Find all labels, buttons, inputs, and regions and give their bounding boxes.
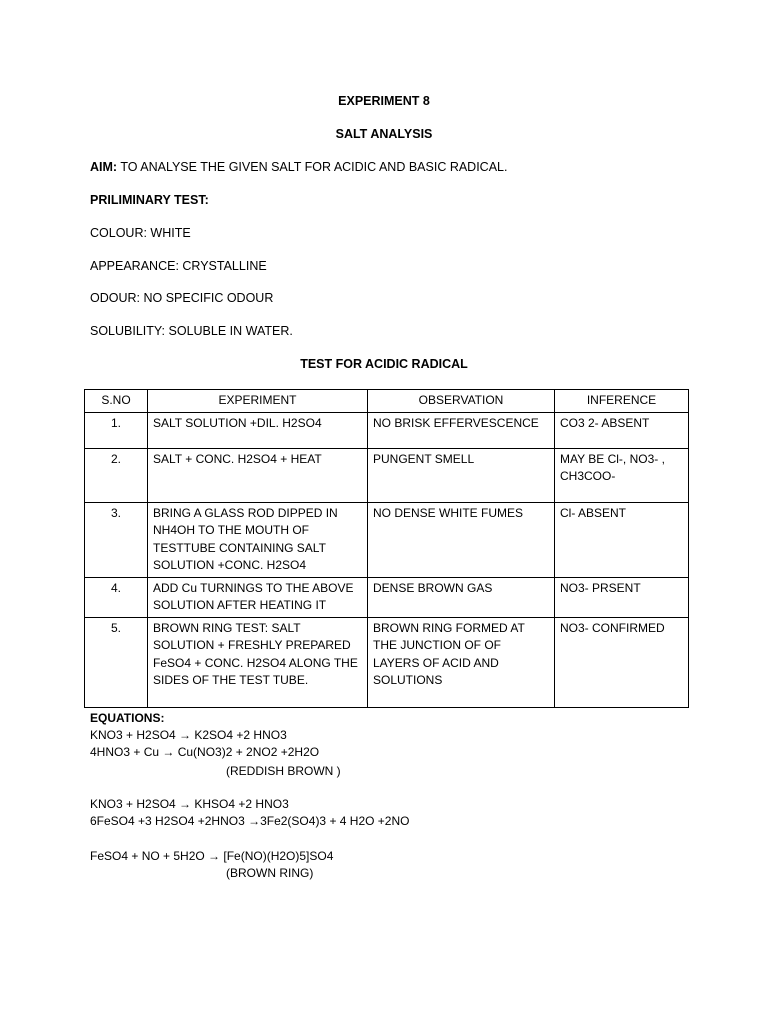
page-title: EXPERIMENT 8 bbox=[338, 94, 430, 108]
cell-experiment: BRING A GLASS ROD DIPPED IN NH4OH TO THE MOUTH OF TESTTUBE CONTAINING SALT SOLUTION +CONC. H2SO4 bbox=[148, 502, 368, 577]
cell-experiment: BROWN RING TEST: SALT SOLUTION + FRESHLY PREPARED FeSO4 + CONC. H2SO4 ALONG THE SIDES OF THE TEST TUBE. bbox=[148, 617, 368, 707]
table-row bbox=[85, 617, 689, 707]
cell-observation: DENSE BROWN GAS bbox=[368, 577, 555, 617]
column-header-observation: OBSERVATION bbox=[368, 390, 555, 413]
cell-sno: 2. bbox=[85, 448, 148, 502]
odour-line: ODOUR: NO SPECIFIC ODOUR bbox=[90, 291, 274, 305]
equation-5: FeSO4 + NO + 5H2O → [Fe(NO)(H2O)5]SO4 bbox=[90, 849, 334, 863]
equation-1: KNO3 + H2SO4 → K2SO4 +2 HNO3 bbox=[90, 728, 287, 742]
colour-line: COLOUR: WHITE bbox=[90, 226, 191, 240]
cell-inference: Cl- ABSENT bbox=[555, 502, 689, 577]
cell-experiment: SALT + CONC. H2SO4 + HEAT bbox=[148, 448, 368, 502]
table-row bbox=[85, 502, 689, 577]
cell-sno: 5. bbox=[85, 617, 148, 707]
cell-observation: PUNGENT SMELL bbox=[368, 448, 555, 502]
page-subtitle: SALT ANALYSIS bbox=[335, 127, 433, 141]
aim-text: TO ANALYSE THE GIVEN SALT FOR ACIDIC AND BASIC RADICAL. bbox=[117, 160, 508, 174]
cell-observation: NO BRISK EFFERVESCENCE bbox=[368, 412, 555, 448]
cell-inference: NO3- PRSENT bbox=[555, 577, 689, 617]
table-row bbox=[85, 448, 689, 502]
cell-observation: NO DENSE WHITE FUMES bbox=[368, 502, 555, 577]
cell-sno: 1. bbox=[85, 412, 148, 448]
equations-heading: EQUATIONS: bbox=[90, 711, 165, 725]
equation-note-brown-ring: (BROWN RING) bbox=[226, 866, 314, 880]
aim-line bbox=[90, 160, 507, 174]
acid-radical-table bbox=[84, 389, 689, 708]
equation-4: 6FeSO4 +3 H2SO4 +2HNO3 →3Fe2(SO4)3 + 4 H2O +2NO bbox=[90, 814, 410, 828]
column-header-inference: INFERENCE bbox=[555, 390, 689, 413]
equation-3: KNO3 + H2SO4 → KHSO4 +2 HNO3 bbox=[90, 797, 289, 811]
cell-inference: NO3- CONFIRMED bbox=[555, 617, 689, 707]
table-row bbox=[85, 577, 689, 617]
cell-inference: CO3 2- ABSENT bbox=[555, 412, 689, 448]
cell-inference: MAY BE Cl-, NO3- , CH3COO- bbox=[555, 448, 689, 502]
aim-label: AIM: bbox=[90, 160, 118, 174]
appearance-line: APPEARANCE: CRYSTALLINE bbox=[90, 259, 267, 273]
cell-sno: 4. bbox=[85, 577, 148, 617]
cell-sno: 3. bbox=[85, 502, 148, 577]
cell-observation: BROWN RING FORMED AT THE JUNCTION OF OF LAYERS OF ACID AND SOLUTIONS bbox=[368, 617, 555, 707]
equation-2: 4HNO3 + Cu → Cu(NO3)2 + 2NO2 +2H2O bbox=[90, 745, 320, 759]
table-header-row bbox=[85, 390, 689, 413]
equation-note-reddish-brown: (REDDISH BROWN ) bbox=[226, 764, 341, 778]
acid-test-heading: TEST FOR ACIDIC RADICAL bbox=[300, 357, 468, 371]
table-row bbox=[85, 412, 689, 448]
cell-experiment: ADD Cu TURNINGS TO THE ABOVE SOLUTION AFTER HEATING IT bbox=[148, 577, 368, 617]
column-header-experiment: EXPERIMENT bbox=[148, 390, 368, 413]
cell-experiment: SALT SOLUTION +DIL. H2SO4 bbox=[148, 412, 368, 448]
column-header-sno: S.NO bbox=[85, 390, 148, 413]
solubility-line: SOLUBILITY: SOLUBLE IN WATER. bbox=[90, 324, 293, 338]
preliminary-heading: PRILIMINARY TEST: bbox=[90, 193, 209, 207]
